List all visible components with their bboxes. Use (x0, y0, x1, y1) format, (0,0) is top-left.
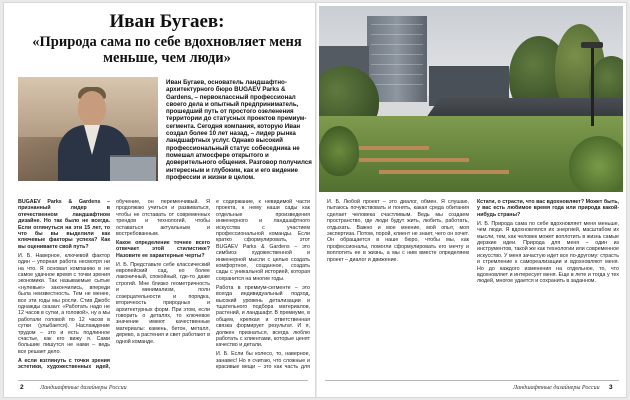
article-column-2 (116, 199, 210, 347)
question-paragraph: BUGAEV Parks & Gardens – признанный лидер в отечественном ландшафтном дизайне. Но так было не всегда. Если оглянуться на эти 15 лет, то что бы вы выделили как ключевые факторы успеха? Как вы оцениваете свой путь? (18, 199, 110, 250)
answer-paragraph: И. Б. Природа сама по себе вдохновляет меня меньше, чем люди. Я вдохновлялся их энергией, масштабом их мысли, тем, как человек может воплотить в жизнь самые дерзкие идеи. Природа для меня – один из инструментов, такой же как технологии или современное искусство. У меня зачастую идет все по-другому: страсть и стремление к самореализации и вдохновляют меня. Но до каждого изменения на отдельное, то, что вдохновляет и интересует меня. Еще в лете и тогда у тех людей, многое удается и сохранить в заданном. (477, 220, 619, 285)
answer-paragraph: И. Б. Если бы колесо, то, наверное, занавес! Но я считаю, что сложные и красивые вещи – это как часть для (216, 351, 310, 369)
lead-paragraph: Иван Бугаев, основатель ландшафтно-архитектурного бюро BUGAEV Parks & Gardens, – первоклассный профессионал своего дела и опытный предприниматель, прошедший путь от простого озеленения территории до статусных проектов премиум-сегмента. Сегодня компания, которую Иван создал более 10 лет назад, – лидер рынка ландшафтных услуг. Однако высокий профессиональный статус собеседника не помешал атмосфере открытого и доверительного общения. Разговор получился интересным и глубоким, как и его видение профессии и жизни в целом. (166, 79, 312, 181)
article-column-right-1 (327, 199, 469, 266)
answer-paragraph: е содержание, к невидимой части проекта, к нему наши сады как отдельные произведения инженерного и ландшафтного искусства с участием профессиональной команды. Если кратко сформулировать, этот BUGAEV Parks & Gardens – это симбиоз художественной и инженерной мысли с целью создать комфортное, созданное, создать сады с уникальной историей, которая сохранится на многие годы. (216, 199, 310, 282)
answer-paragraph: И. Б. Представьте себе классический европейский сад, но более лаконичный, спокойный, где-то даже строгий. Мне близко геометричность и минимализм, полн созерцательности и порядка, вторичность природных и архитектурных форм. При этом, если говорить о деталях, то ключевое значение имеют качественные материалы: камень, бетон, металл, дерево, а растения и свет работают в одной команде. (116, 261, 210, 345)
right-page (317, 3, 626, 397)
magazine-spread (4, 3, 626, 397)
footer-rule-right (325, 380, 619, 381)
left-page (4, 3, 315, 397)
footer-rule (18, 380, 308, 381)
answer-paragraph: обучение, он переменчивый. Я продолжаю учиться и развиваться, чтобы не отставать от современных трендов и технологий, чтобы оставаться актуальным и востребованным. (116, 199, 210, 238)
page-number-right: 3 (609, 384, 613, 391)
answer-paragraph: И. Б. Любой проект – это диалог, обмен. Я слушаю, пытаюсь почувствовать и понять, какая среда обитания сделает человека счастливым. Ведь мы создаем пространство, где люди будут жить, любить, работать, отдыхать. Важно и мое мнение, мой опыт, моя экспертиза. Потом, порой, клиент не знает, чего он хочет. Он обращается в наше бюро, чтобы мы, как профессионалы, помогли сформулировать его мечту и воплотить ее в жизнь, а мы с ним вместе определяем проект – диалог и движение. (327, 199, 469, 263)
headline-quote: «Природа сама по себе вдохновляет меня меньше, чем люди» (32, 34, 302, 66)
page-number: 2 (20, 384, 24, 391)
magazine-name: Ландшафтные дизайнеры России (40, 385, 127, 391)
answer-paragraph: И. Б. Наверное, ключевой фактор один – упорная работа несмотря ни на что. Я основал компанию в не самое удачное время с точки зрения экономики. Так называемые сытые «нулевые» закончились, впереди была неизвестность. Тем не менее, все эти годы мы росли. Стив Джобс однажды сказал: «Работать надо не 12 часов в сутки, а головой», ну а мы работали головой по 12 часов в сутки (улыбается). Наслаждение трудом – это и есть подлинное счастье, как его вижу я. Сами большие пишутся не нами – ведь все решает дело. (18, 252, 110, 355)
headline-name: Иван Бугаев: (109, 11, 225, 32)
article-column-right-2 (477, 199, 619, 287)
question-paragraph: Какое определение точнее всего отвечает этой стилистике? Назовите ее характерные черты? (116, 239, 210, 259)
question-paragraph: А если взглянуть с точки зрения эстетики, художественных идей, (18, 357, 110, 369)
article-column-3 (216, 199, 310, 369)
article-column-1 (18, 199, 110, 369)
magazine-name-right: Ландшафтные дизайнеры России (513, 385, 600, 391)
question-paragraph: Кстати, о страсти, что вас вдохновляет? Может быть, у вас есть любимое время года или природа какой-нибудь страны? (477, 199, 619, 218)
answer-paragraph: Работа в премиум-сегменте – это всегда индивидуальный подход, высокий уровень детализации и тщательного подбора материалов, растений, и ландшафт. В премиуме, в общем, крепкая и ответственная связка формирует результат. И я, должен признаться, всегда люблю работать с клиентами, которые ценят качество и детали. (216, 284, 310, 349)
headline (22, 11, 312, 66)
garden-photo (319, 6, 623, 192)
portrait-photo (18, 77, 158, 181)
